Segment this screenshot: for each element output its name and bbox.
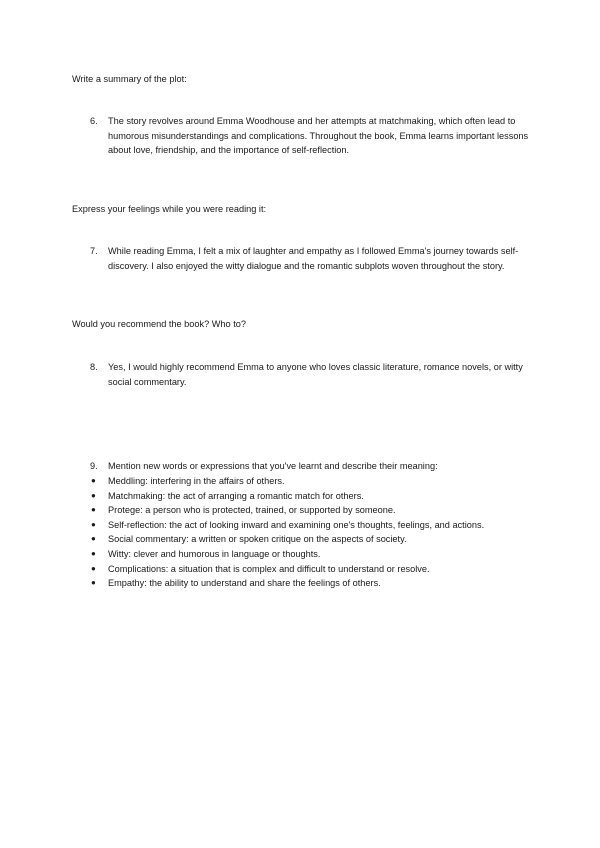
bullet-icon: ●	[91, 476, 96, 485]
bullet-icon: ●	[91, 548, 96, 558]
list-item	[90, 503, 530, 518]
list-item	[90, 576, 530, 591]
item-number: 6.	[90, 116, 98, 126]
vocabulary-list	[90, 474, 530, 591]
item-text: Mention new words or expressions that you've learnt and describe their meaning:	[108, 461, 438, 471]
vocab-entry: Complications: a situation that is complex and difficult to understand or resolve.	[108, 563, 430, 574]
list-item	[90, 547, 530, 562]
feelings-item	[90, 244, 530, 273]
item-text: The story revolves around Emma Woodhouse and her attempts at matchmaking, which often lead to humorous misunderstandings and complications. Throughout the book, Emma learns important lessons about love, friendship, and the importance of self-reflection.	[108, 116, 529, 156]
vocab-entry: Empathy: the ability to understand and share the feelings of others.	[108, 578, 381, 589]
plot-summary-item	[90, 114, 530, 158]
vocab-entry: Witty: clever and humorous in language or thoughts.	[108, 548, 321, 559]
vocab-entry: Meddling: interfering in the affairs of others.	[108, 476, 285, 486]
item-number: 8.	[90, 362, 98, 372]
vocab-entry: Social commentary: a written or spoken critique on the aspects of society.	[108, 534, 407, 545]
bullet-icon: ●	[91, 578, 96, 588]
new-words-item	[90, 459, 530, 474]
list-item	[90, 474, 530, 489]
plot-prompt: Write a summary of the plot:	[72, 74, 187, 84]
bullet-icon: ●	[91, 490, 96, 500]
bullet-icon: ●	[91, 563, 96, 573]
item-number: 7.	[90, 246, 98, 256]
item-text: Yes, I would highly recommend Emma to anyone who loves classic literature, romance novels, or witty social commentary.	[108, 362, 523, 387]
feelings-prompt: Express your feelings while you were reading it:	[72, 204, 267, 214]
bullet-icon: ●	[91, 519, 96, 529]
list-item	[90, 489, 530, 504]
vocab-entry: Protege: a person who is protected, trained, or supported by someone.	[108, 505, 396, 516]
list-item	[90, 518, 530, 533]
item-text: While reading Emma, I felt a mix of laughter and empathy as I followed Emma's journey towards self-discovery. I also enjoyed the witty dialogue and the romantic subplots woven throughout the story.	[108, 246, 519, 271]
item-number: 9.	[90, 461, 98, 471]
recommend-item	[90, 360, 530, 389]
bullet-icon: ●	[91, 505, 96, 515]
list-item	[90, 562, 530, 577]
vocab-entry: Matchmaking: the act of arranging a romantic match for others.	[108, 490, 364, 501]
recommend-prompt: Would you recommend the book? Who to?	[72, 319, 246, 329]
bullet-icon: ●	[91, 534, 96, 544]
list-item	[90, 532, 530, 547]
vocab-entry: Self-reflection: the act of looking inward and examining one's thoughts, feelings, and actions.	[108, 519, 485, 530]
